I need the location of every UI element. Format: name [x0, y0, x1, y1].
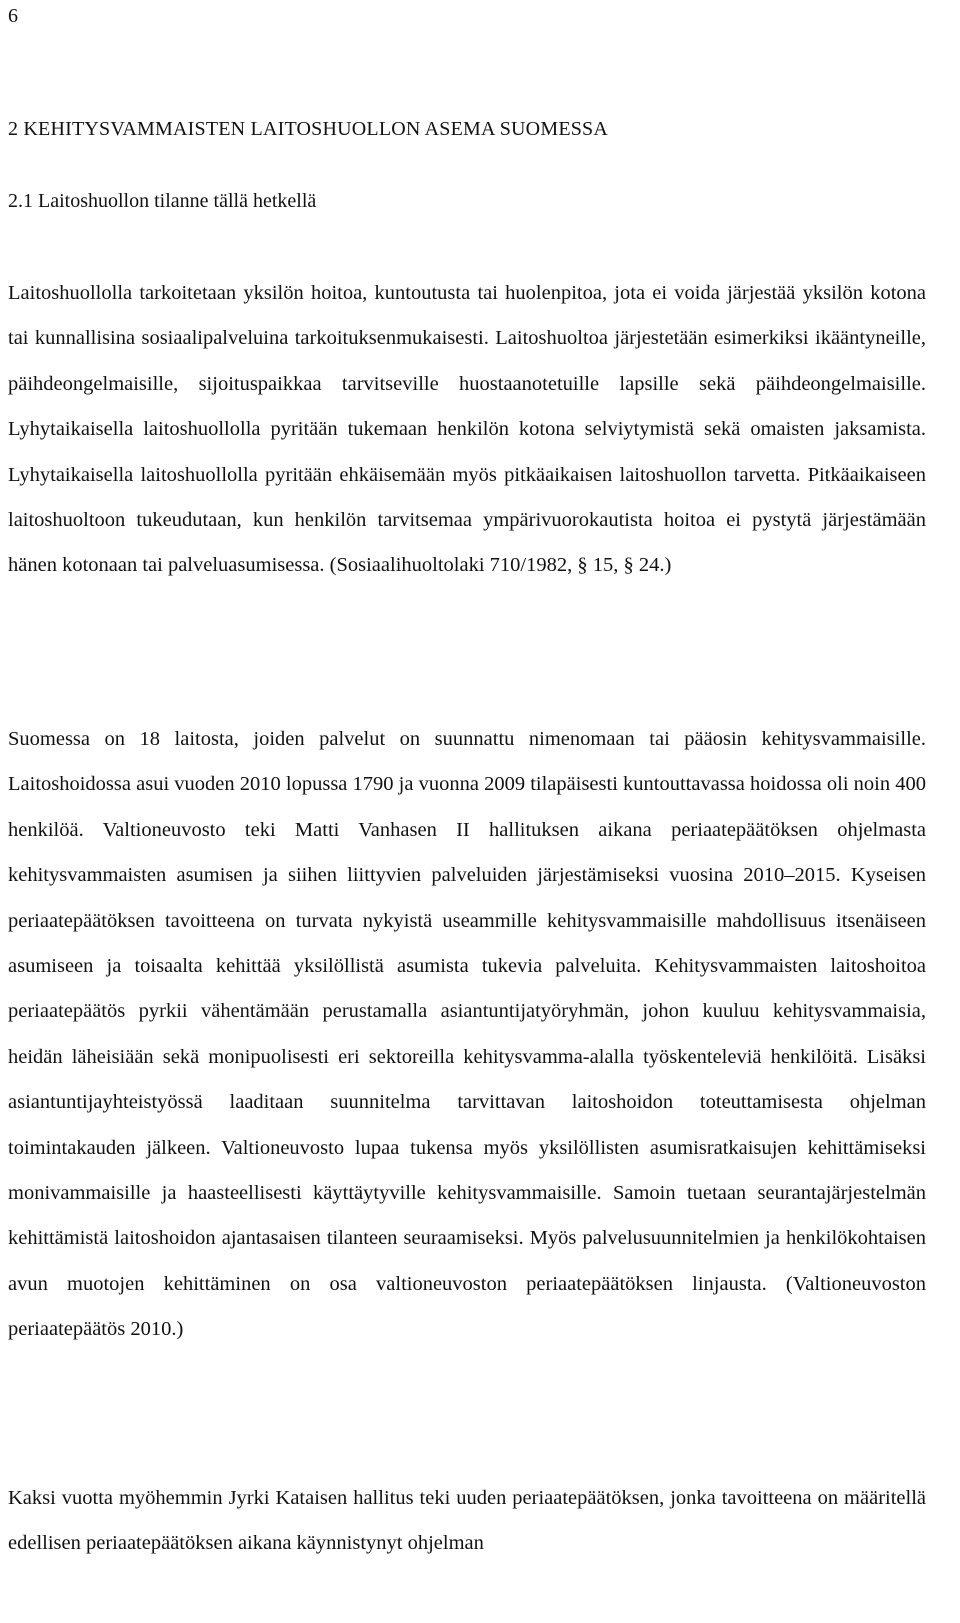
- chapter-heading: 2 KEHITYSVAMMAISTEN LAITOSHUOLLON ASEMA SUOMESSA: [8, 118, 609, 140]
- paragraph-government-decision: Suomessa on 18 laitosta, joiden palvelut on suunnattu nimenomaan tai pääosin kehitysvammaisille. Laitoshoidossa asui vuoden 2010 lopussa 1790 ja vuonna 2009 tilapäisesti kuntouttavassa hoidossa oli noin 400 henkilöä. Valtioneuvosto teki Matti Vanhasen II hallituksen aikana periaatepäätöksen ohjelmasta kehitysvammaisten asumisen ja siihen liittyvien palveluiden järjestämiseksi vuosina 2010–2015. Kyseisen periaatepäätöksen tavoitteena on turvata nykyistä useammille kehitysvammaisille mahdollisuus itsenäiseen asumiseen ja toisaalta kehittää yksilöllistä asumista tukevia palveluita. Kehitysvammaisten laitoshoitoa periaatepäätös pyrkii vähentämään perustamalla asiantuntijatyöryhmän, johon kuuluu kehitysvammaisia, heidän läheisiään sekä monipuolisesti eri sektoreilla kehitysvamma-alalla työskenteleviä henkilöitä. Lisäksi asiantuntijayhteistyössä laaditaan suunnitelma tarvittavan laitoshoidon toteuttamisesta ohjelman toimintakauden jälkeen. Valtioneuvosto lupaa tukensa myös yksilöllisten asumisratkaisujen kehittämiseksi monivammaisille ja haasteellisesti käyttäytyville kehitysvammaisille. Samoin tuetaan seurantajärjestelmän kehittämistä laitoshoidon ajantasaisen tilanteen seuraamiseksi. Myös palvelusuunnitelmien ja henkilökohtaisen avun muotojen kehittäminen on osa valtioneuvoston periaatepäätöksen linjausta. (Valtioneuvoston periaatepäätös 2010.): [8, 728, 926, 1341]
- paragraph-institutional-care-definition: Laitoshuollolla tarkoitetaan yksilön hoitoa, kuntoutusta tai huolenpitoa, jota ei voida järjestää yksilön kotona tai kunnallisina sosiaalipalveluina tarkoituksenmukaisesti. Laitoshuoltoa järjestetään esimerkiksi ikääntyneille, päihdeongelmaisille, sijoituspaikkaa tarvitseville huostaanotetuille lapsille sekä päihdeongelmaisille. Lyhytaikaisella laitoshuollolla pyritään tukemaan henkilön kotona selviytymistä sekä omaisten jaksamista. Lyhytaikaisella laitoshuollolla pyritään ehkäisemään myös pitkäaikaisen laitoshuollon tarvetta. Pitkäaikaiseen laitoshuoltoon tukeudutaan, kun henkilön tarvitsemaa ympärivuorokautista hoitoa ei pystytä järjestämään hänen kotonaan tai palveluasumisessa. (Sosiaalihuoltolaki 710/1982, § 15, § 24.): [8, 282, 926, 577]
- section-heading: 2.1 Laitoshuollon tilanne tällä hetkellä: [8, 190, 317, 212]
- paragraph-katainen-government: Kaksi vuotta myöhemmin Jyrki Kataisen hallitus teki uuden periaatepäätöksen, jonka tavoitteena on määritellä edellisen periaatepäätöksen aikana käynnistynyt ohjelman: [8, 1487, 926, 1555]
- page-number: 6: [8, 5, 18, 27]
